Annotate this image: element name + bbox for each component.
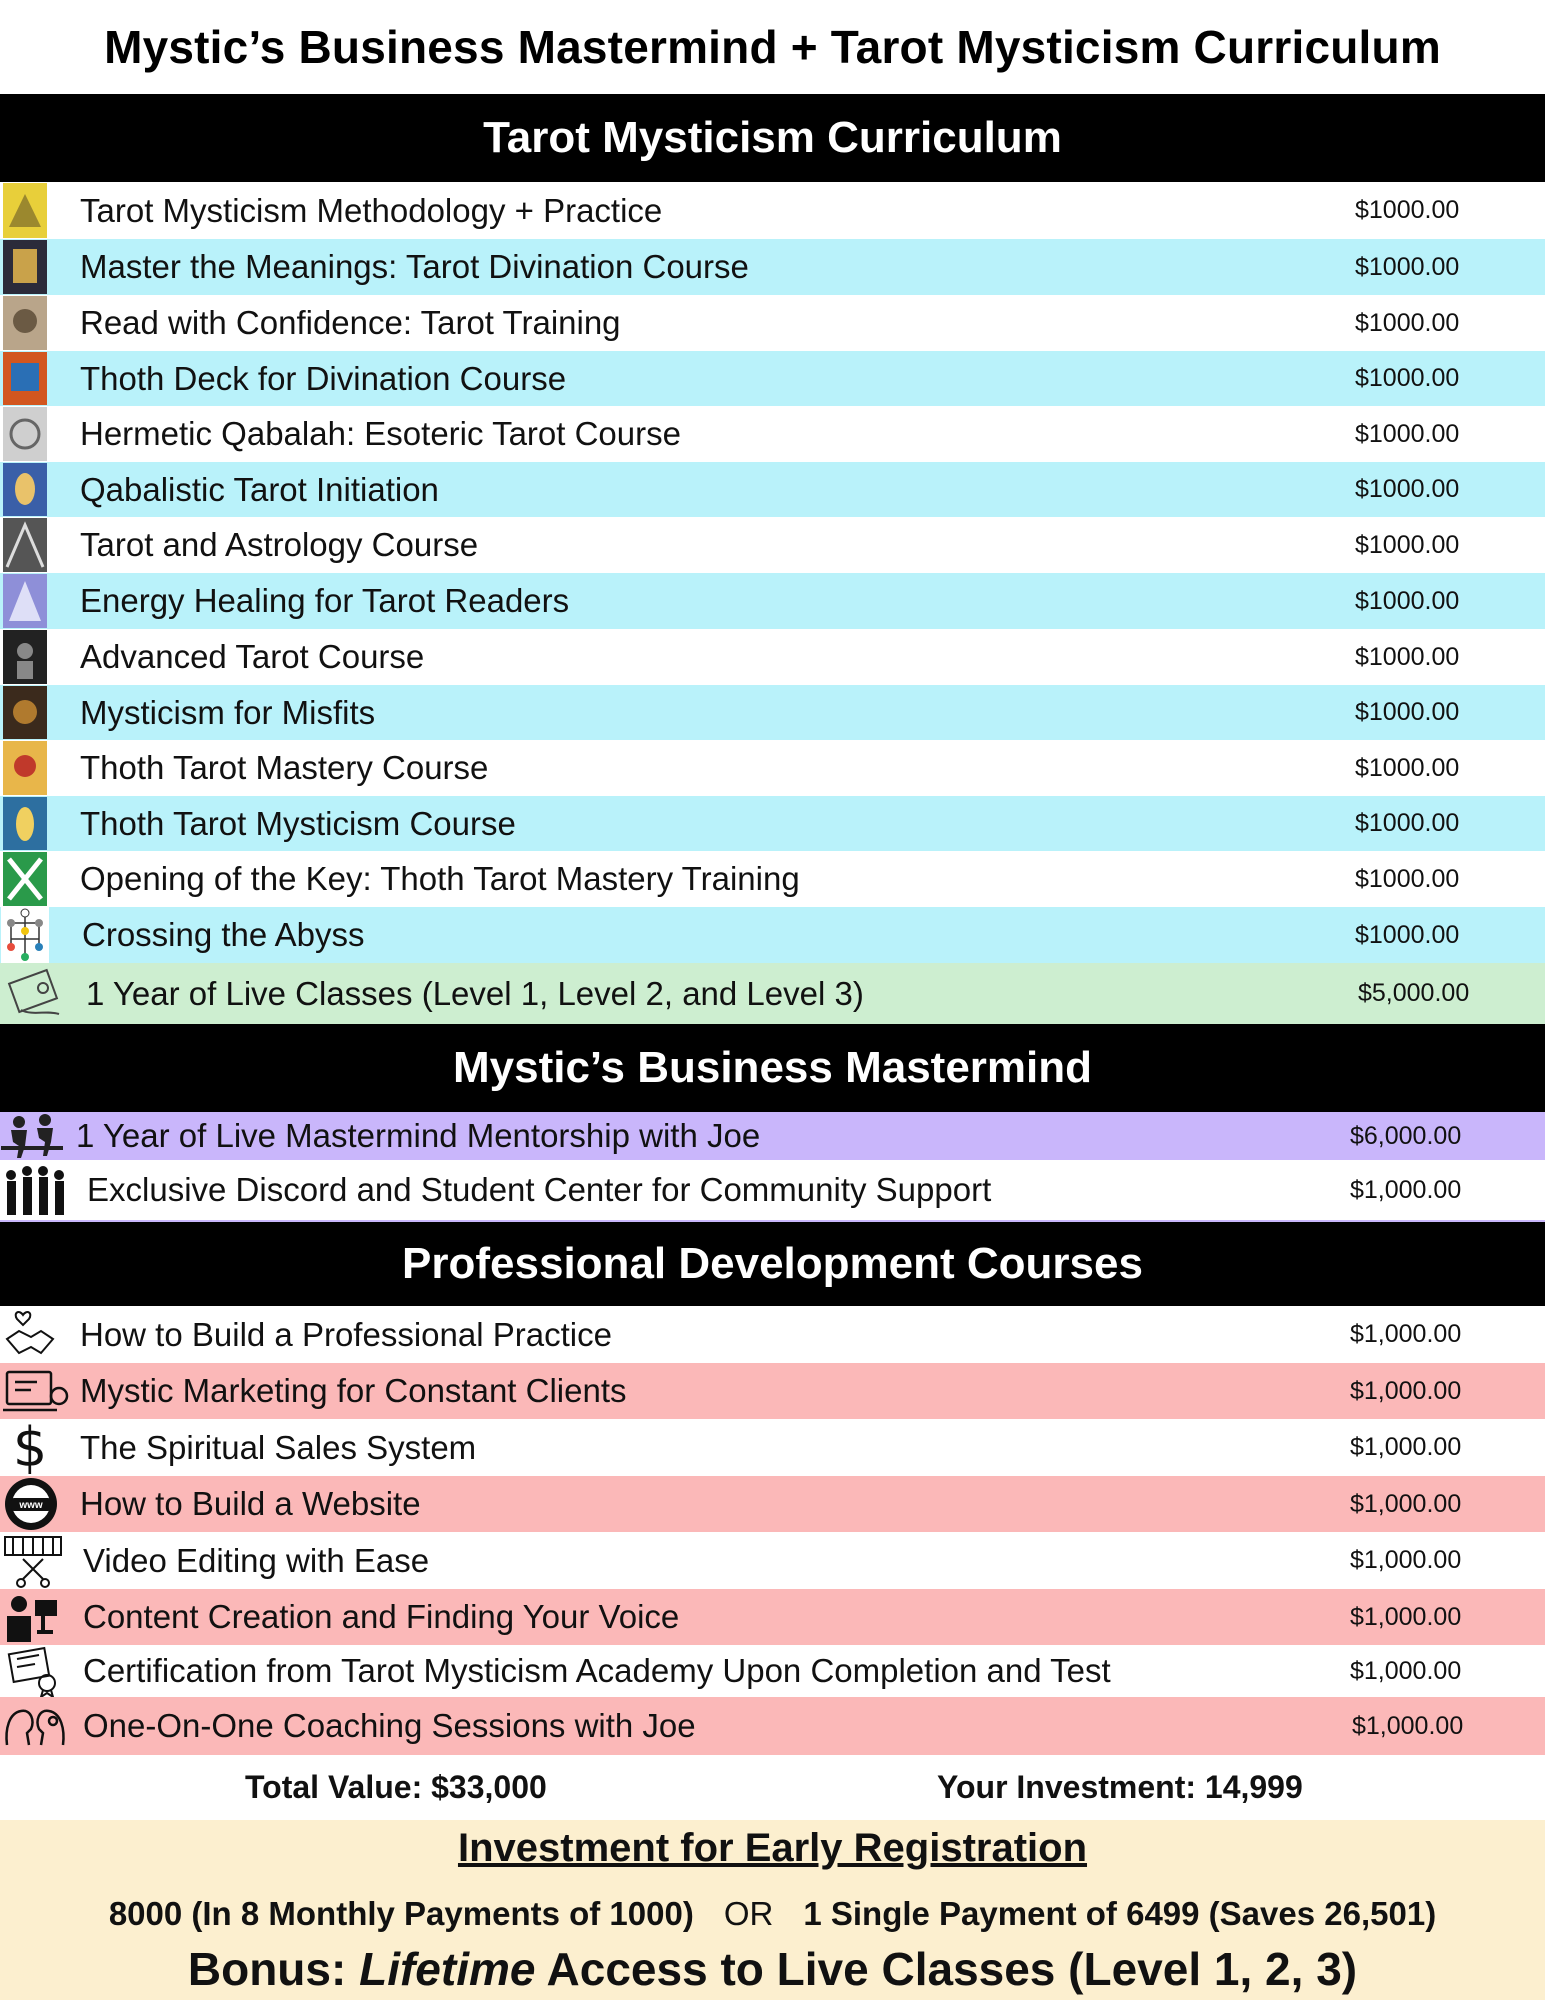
course-label: Video Editing with Ease (83, 1541, 430, 1579)
curriculum-row (0, 629, 1545, 685)
course-price: $1,000.00 (1350, 1320, 1462, 1348)
tarot-card-icon (0, 740, 50, 796)
marketing-icon (0, 1363, 70, 1419)
tarot-card-icon (0, 685, 50, 740)
course-price: $1,000.00 (1350, 1175, 1462, 1204)
course-label: 1 Year of Live Classes (Level 1, Level 2, and Level 3) (86, 974, 864, 1012)
course-label: How to Build a Website (80, 1485, 421, 1522)
course-price: $1,000.00 (1350, 1546, 1462, 1574)
course-price: $1000.00 (1355, 586, 1460, 615)
course-price: $1000.00 (1355, 252, 1460, 281)
early-registration-panel (0, 1820, 1545, 2000)
course-price: $1,000.00 (1350, 1376, 1462, 1405)
course-price: $1000.00 (1355, 698, 1460, 726)
curriculum-row (0, 963, 1545, 1024)
course-price: $1000.00 (1355, 809, 1460, 837)
course-price: $1000.00 (1355, 642, 1460, 671)
page-title: Mystic’s Business Mastermind + Tarot Mysticism Curriculum (104, 21, 1441, 73)
course-label: Thoth Tarot Mastery Course (80, 749, 489, 786)
tarot-card-icon (0, 517, 50, 573)
course-price: $1000.00 (1355, 196, 1460, 224)
tarot-card-icon (0, 239, 50, 295)
course-label: Hermetic Qabalah: Esoteric Tarot Course (80, 415, 681, 452)
course-price: $1000.00 (1355, 475, 1460, 503)
bonus-suffix: Access to Live Classes (Level 1, 2, 3) (535, 1943, 1358, 1995)
course-label: How to Build a Professional Practice (80, 1315, 612, 1353)
curriculum-row (0, 796, 1545, 851)
tree-of-life-icon (0, 907, 50, 963)
curriculum-row (0, 351, 1545, 406)
curriculum-row (0, 517, 1545, 573)
professional-row (0, 1589, 1545, 1645)
course-price: $1000.00 (1355, 920, 1460, 949)
curriculum-row (0, 851, 1545, 907)
tarot-card-icon (0, 182, 50, 239)
mastermind-row (0, 1112, 1545, 1160)
course-price: $1,000.00 (1350, 1489, 1462, 1518)
course-label: Thoth Deck for Divination Course (80, 359, 567, 397)
handshake-icon (0, 1306, 60, 1363)
course-label: Tarot Mysticism Methodology + Practice (80, 191, 663, 229)
course-price: $1,000.00 (1350, 1602, 1462, 1631)
curriculum-row (0, 907, 1545, 963)
course-label: Opening of the Key: Thoth Tarot Mastery Training (80, 860, 800, 897)
svg-text:www: www (19, 1500, 43, 1511)
curriculum-row (0, 462, 1545, 517)
course-price: $1000.00 (1355, 753, 1460, 782)
speaker-icon (0, 1589, 66, 1645)
www-icon (0, 1476, 62, 1532)
course-label: Crossing the Abyss (82, 916, 365, 953)
community-icon (0, 1160, 76, 1220)
curriculum-row (0, 685, 1545, 740)
tarot-card-icon (0, 406, 50, 462)
classes-icon (0, 963, 70, 1024)
course-label: The Spiritual Sales System (80, 1428, 477, 1466)
professional-row (0, 1697, 1545, 1755)
payment-option-monthly: 8000 (In 8 Monthly Payments of 1000) (108, 1895, 694, 1932)
section-header-curriculum: Tarot Mysticism Curriculum (0, 94, 1545, 182)
curriculum-row (0, 740, 1545, 796)
course-label: Energy Healing for Tarot Readers (80, 582, 570, 619)
professional-row (0, 1363, 1545, 1419)
curriculum-row (0, 239, 1545, 295)
totals-bar (0, 1755, 1545, 1820)
course-label: One-On-One Coaching Sessions with Joe (83, 1707, 696, 1744)
tarot-card-icon (0, 629, 50, 685)
certificate-icon (0, 1645, 66, 1697)
course-price: $6,000.00 (1350, 1121, 1462, 1150)
tarot-card-icon (0, 796, 50, 851)
tarot-card-icon (0, 351, 50, 406)
or-separator: OR (723, 1895, 774, 1932)
tarot-card-icon (0, 573, 50, 629)
tarot-card-icon (0, 462, 50, 517)
course-price: $1000.00 (1355, 308, 1460, 337)
dollar-icon: $ (12, 1419, 48, 1476)
course-price: $1000.00 (1355, 419, 1460, 448)
course-price: $1000.00 (1355, 864, 1460, 893)
mastermind-row (0, 1160, 1545, 1222)
course-label: Mystic Marketing for Constant Clients (80, 1372, 627, 1409)
course-label: Read with Confidence: Tarot Training (80, 304, 621, 341)
mentorship-icon (0, 1112, 64, 1160)
curriculum-row (0, 573, 1545, 629)
curriculum-row (0, 182, 1545, 239)
course-price: $1000.00 (1355, 530, 1460, 559)
course-label: Content Creation and Finding Your Voice (83, 1598, 680, 1635)
professional-row (0, 1306, 1545, 1363)
course-price: $1,000.00 (1352, 1711, 1464, 1740)
course-label: Certification from Tarot Mysticism Academy Upon Completion and Test (83, 1652, 1111, 1689)
course-label: Exclusive Discord and Student Center for Community Support (87, 1171, 992, 1208)
course-label: Qabalistic Tarot Initiation (80, 470, 439, 508)
section-header-mastermind: Mystic’s Business Mastermind (0, 1024, 1545, 1112)
course-label: Advanced Tarot Course (80, 638, 425, 675)
curriculum-row (0, 295, 1545, 351)
bonus-line (0, 1942, 1545, 1996)
coaching-icon (0, 1697, 70, 1755)
payment-options (0, 1895, 1545, 1933)
bonus-prefix: Bonus: (187, 1943, 360, 1995)
professional-row (0, 1476, 1545, 1532)
professional-row (0, 1645, 1545, 1697)
professional-row (0, 1419, 1545, 1476)
professional-row (0, 1532, 1545, 1589)
film-scissors-icon (0, 1532, 66, 1589)
bonus-emphasis: Lifetime (359, 1943, 536, 1995)
curriculum-row (0, 406, 1545, 462)
course-label: Master the Meanings: Tarot Divination Course (80, 248, 749, 285)
tarot-card-icon (0, 851, 50, 907)
course-price: $5,000.00 (1358, 979, 1470, 1007)
early-registration-title: Investment for Early Registration (457, 1826, 1088, 1870)
payment-option-single: 1 Single Payment of 6499 (Saves 26,501) (803, 1895, 1437, 1932)
section-header-professional: Professional Development Courses (0, 1222, 1545, 1306)
course-label: Thoth Tarot Mysticism Course (80, 804, 516, 842)
course-price: $1,000.00 (1350, 1656, 1462, 1685)
tarot-card-icon (0, 295, 50, 351)
your-investment: Your Investment: 14,999 (937, 1769, 1303, 1805)
course-label: Mysticism for Misfits (80, 693, 376, 731)
course-label: Tarot and Astrology Course (80, 526, 479, 563)
course-price: $1000.00 (1355, 364, 1460, 392)
course-label: 1 Year of Live Mastermind Mentorship with Joe (76, 1117, 761, 1154)
total-value: Total Value: $33,000 (245, 1769, 547, 1805)
course-price: $1,000.00 (1350, 1433, 1462, 1461)
